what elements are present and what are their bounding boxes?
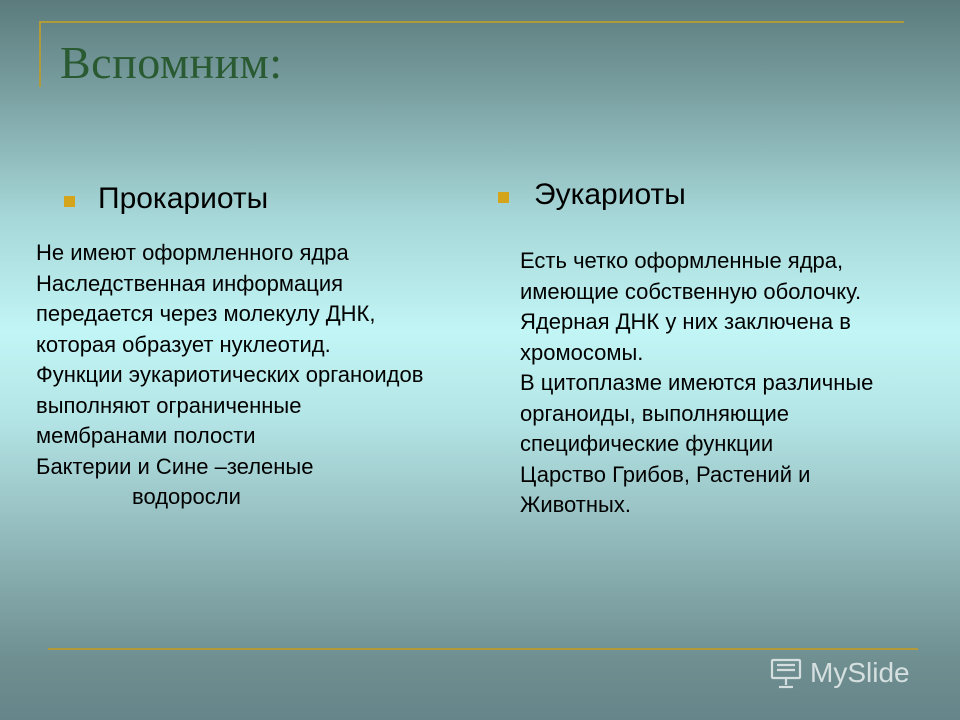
left-line: водоросли <box>132 484 241 509</box>
left-divider <box>39 21 41 87</box>
left-line: Не имеют оформленного ядра <box>36 240 349 265</box>
right-column-text <box>520 246 912 521</box>
bottom-divider <box>48 648 918 650</box>
left-column-text <box>36 238 436 513</box>
bullet-icon <box>64 196 75 207</box>
right-line: В цитоплазме имеются различные органоиды, выполняющие специфические функции <box>520 370 874 456</box>
left-column-heading: Прокариоты <box>98 182 269 215</box>
right-line: Есть четко оформленные ядра, имеющие собственную оболочку. <box>520 248 862 304</box>
presentation-board-icon <box>768 655 804 691</box>
right-column-heading: Эукариоты <box>534 178 686 211</box>
left-line: Наследственная информация передается через молекулу ДНК, которая образует нуклеотид. <box>36 270 376 357</box>
right-line: Ядерная ДНК у них заключена в хромосомы. <box>520 309 851 365</box>
top-divider <box>40 21 904 23</box>
bullet-icon <box>498 192 509 203</box>
watermark-logo <box>768 655 910 691</box>
slide-title: Вспомним: <box>60 37 283 88</box>
left-line: Функции эукариотических органоидов выполняют ограниченные мембранами полости <box>36 362 424 448</box>
right-line: Царство Грибов, Растений и Животных. <box>520 461 811 517</box>
left-line: Бактерии и Сине –зеленые <box>36 453 314 479</box>
watermark-text: MySlide <box>810 657 910 688</box>
